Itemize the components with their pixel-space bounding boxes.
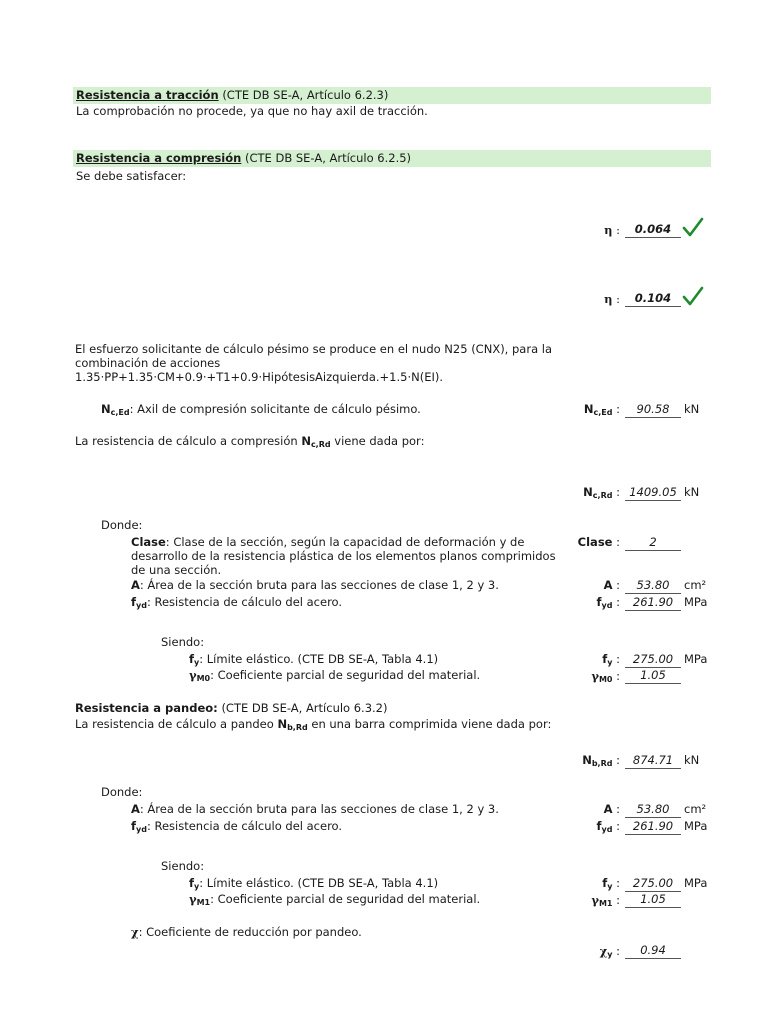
paragraph-line: combinación de acciones <box>75 356 221 370</box>
clase-description-2: desarrollo de la resistencia plástica de los elementos planos comprimidos <box>131 549 556 563</box>
fyd-symbol: $f_{yd}$ : <box>596 595 620 610</box>
ned-description: $N_{c,Ed}$: Axil de compresión solicitante de cálculo pésimo. <box>101 402 421 417</box>
section-title: Resistencia a pandeo: <box>75 701 218 715</box>
area-symbol: A : <box>603 802 620 816</box>
nrd-symbol: $N_{c,Rd}$ : <box>583 485 620 500</box>
clase-symbol: Clase : <box>577 535 620 549</box>
resistance-text: La resistencia de cálculo a compresión $N_{c,Rd}$ viene dada por: <box>75 434 425 449</box>
gm0-description: $\gamma_{M0}$: Coeficiente parcial de seguridad del material. <box>189 668 481 683</box>
siendo-label: Siendo: <box>161 635 205 649</box>
gm1-value: 1.05 <box>625 892 681 908</box>
fyd-symbol: $f_{yd}$ : <box>596 819 620 834</box>
area-description: A: Área de la sección bruta para las secciones de clase 1, 2 y 3. <box>131 578 499 592</box>
clase-value: 2 <box>625 535 681 551</box>
ned-unit: kN <box>684 402 700 416</box>
donde-label: Donde: <box>101 518 143 532</box>
area-description: A: Área de la sección bruta para las secciones de clase 1, 2 y 3. <box>131 802 499 816</box>
nrd-unit: kN <box>684 485 700 499</box>
section-title: Resistencia a tracción <box>76 88 219 102</box>
check-icon <box>682 285 704 307</box>
fy-description: $f_y$: Límite elástico. (CTE DB SE-A, Tabla 4.1) <box>189 652 439 667</box>
fy-symbol: $f_y$ : <box>602 876 620 891</box>
nbrd-value: 874.71 <box>625 753 681 769</box>
fyd-description: $f_{yd}$: Resistencia de cálculo del acero. <box>131 595 343 610</box>
fy-value: 275.00 <box>625 652 681 668</box>
eta-value-1: 0.064 <box>625 222 681 238</box>
gm1-description: $\gamma_{M1}$: Coeficiente parcial de seguridad del material. <box>189 892 481 907</box>
fyd-value: 261.90 <box>625 595 681 611</box>
chiy-value: 0.94 <box>625 943 681 959</box>
combination-line: 1.35·PP+1.35·CM+0.9·+T1+0.9·HipótesisAizquierda.+1.5·N(EI). <box>75 370 444 384</box>
section-reference: (CTE DB SE-A, Artículo 6.3.2) <box>221 701 388 715</box>
clase-description-3: de una sección. <box>131 563 222 577</box>
eta-symbol: η : <box>604 292 620 306</box>
nbrd-symbol: $N_{b,Rd}$ : <box>582 753 620 768</box>
pandeo-text: La resistencia de cálculo a pandeo $N_{b,Rd}$ en una barra comprimida viene dada por: <box>75 717 552 732</box>
fyd-unit: MPa <box>684 819 708 833</box>
section-reference: (CTE DB SE-A, Artículo 6.2.5) <box>245 151 412 165</box>
fy-description: $f_y$: Límite elástico. (CTE DB SE-A, Tabla 4.1) <box>189 876 439 891</box>
traccion-text: La comprobación no procede, ya que no hay axil de tracción. <box>76 104 428 118</box>
area-value: 53.80 <box>625 802 681 818</box>
fyd-description: $f_{yd}$: Resistencia de cálculo del acero. <box>131 819 343 834</box>
siendo-label: Siendo: <box>161 859 205 873</box>
intro-text: Se debe satisfacer: <box>76 169 187 183</box>
area-symbol: A : <box>603 578 620 592</box>
gm1-symbol: $\gamma_{M1}$ : <box>591 893 620 908</box>
section-header-pandeo <box>75 701 388 715</box>
fyd-unit: MPa <box>684 595 708 609</box>
section-header-compresion <box>73 150 711 167</box>
nrd-value: 1409.05 <box>625 485 681 501</box>
fy-unit: MPa <box>684 876 708 890</box>
fy-symbol: $f_y$ : <box>602 652 620 667</box>
fy-value: 275.00 <box>625 876 681 892</box>
check-icon <box>682 216 704 238</box>
fy-unit: MPa <box>684 652 708 666</box>
clase-description: Clase: Clase de la sección, según la capacidad de deformación y de <box>131 535 525 549</box>
chiy-symbol: $\chi_y$ : <box>599 944 620 959</box>
eta-symbol: η : <box>604 223 620 237</box>
nbrd-unit: kN <box>684 753 700 767</box>
section-reference: (CTE DB SE-A, Artículo 6.2.3) <box>222 88 389 102</box>
paragraph-line: El esfuerzo solicitante de cálculo pésimo se produce en el nudo N25 (CNX), para la <box>75 342 553 356</box>
fyd-value: 261.90 <box>625 819 681 835</box>
area-unit: cm² <box>684 578 707 592</box>
chi-description: χ: Coeficiente de reducción por pandeo. <box>131 925 362 939</box>
section-title: Resistencia a compresión <box>76 151 242 165</box>
donde-label: Donde: <box>101 785 143 799</box>
eta-value-2: 0.104 <box>625 291 681 307</box>
section-header-traccion <box>73 87 711 104</box>
gm0-value: 1.05 <box>625 668 681 684</box>
area-unit: cm² <box>684 802 707 816</box>
ned-value: 90.58 <box>625 402 681 418</box>
area-value: 53.80 <box>625 578 681 594</box>
ned-symbol: $N_{c,Ed}$ : <box>583 402 620 417</box>
gm0-symbol: $\gamma_{M0}$ : <box>591 669 620 684</box>
